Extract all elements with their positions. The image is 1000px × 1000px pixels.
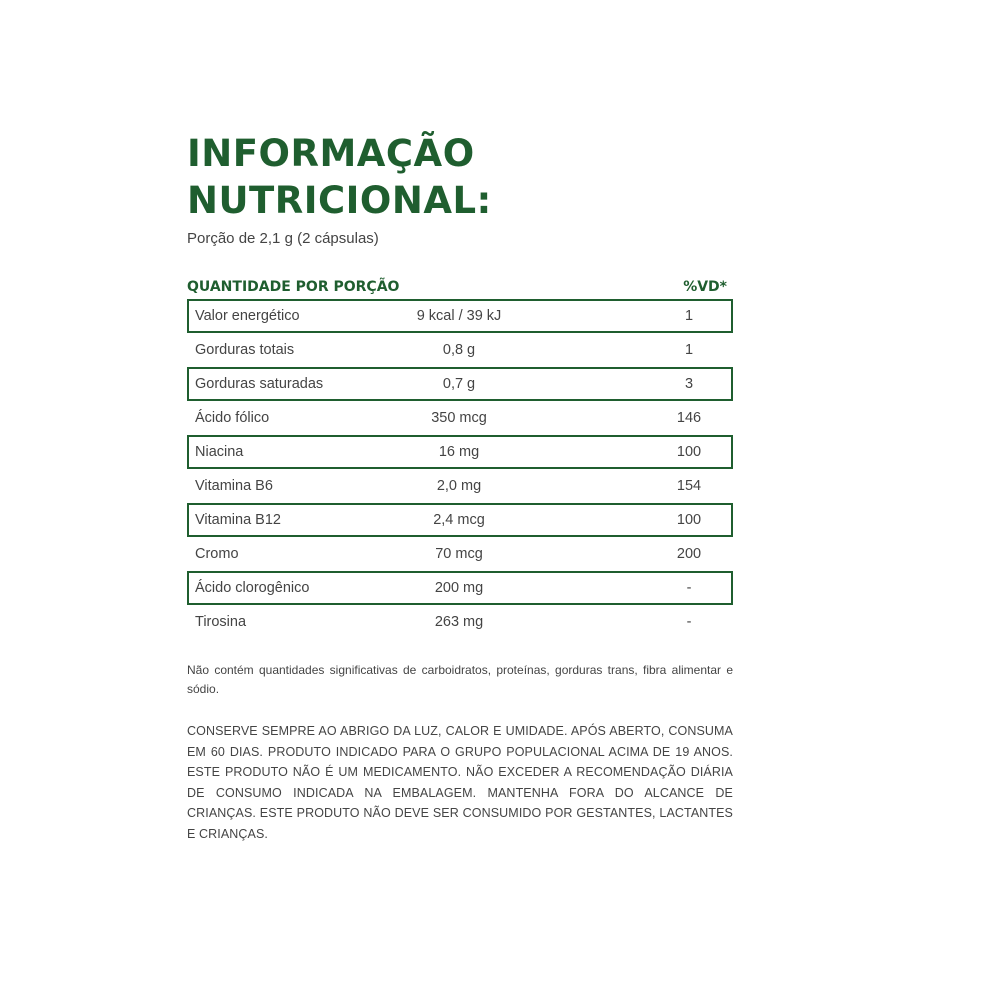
- nutrient-vd: 146: [676, 410, 702, 426]
- nutrient-name: Valor energético: [195, 308, 300, 324]
- quantity-header: QUANTIDADE POR PORÇÃO: [187, 279, 400, 295]
- nutrient-amount: 350 mcg: [431, 410, 487, 426]
- table-row: [187, 469, 733, 503]
- nutrition-table: [187, 299, 733, 639]
- table-row: [187, 571, 733, 605]
- table-row: [187, 367, 733, 401]
- nutrient-amount: 16 mg: [438, 444, 480, 460]
- nutrient-amount: 9 kcal / 39 kJ: [416, 308, 502, 324]
- nutrient-name: Gorduras totais: [195, 342, 295, 358]
- nutrient-vd: 3: [684, 376, 694, 392]
- vd-header: %VD*: [683, 279, 727, 295]
- title-line-1: INFORMAÇÃO: [187, 132, 475, 175]
- nutrient-name: Gorduras saturadas: [195, 376, 324, 392]
- table-row: [187, 333, 733, 367]
- nutrient-amount: 0,7 g: [442, 376, 476, 392]
- table-row: [187, 605, 733, 639]
- table-row: [187, 299, 733, 333]
- table-row: [187, 537, 733, 571]
- nutrient-vd: -: [686, 614, 692, 630]
- portion-size: Porção de 2,1 g (2 cápsulas): [187, 230, 379, 247]
- nutrient-vd: 100: [676, 512, 702, 528]
- nutrient-name: Niacina: [195, 444, 244, 460]
- nutrient-name: Cromo: [195, 546, 239, 562]
- nutrition-note: Não contém quantidades significativas de carboidratos, proteínas, gorduras trans, fibra alimentar e sódio.: [187, 663, 733, 696]
- table-row: [187, 503, 733, 537]
- nutrient-name: Vitamina B12: [195, 512, 281, 528]
- nutrient-name: Ácido fólico: [195, 410, 270, 426]
- table-row: [187, 435, 733, 469]
- nutrition-panel: [187, 130, 733, 857]
- nutrient-amount: 263 mg: [434, 614, 484, 630]
- nutrient-amount: 2,0 mg: [436, 478, 482, 494]
- nutrient-vd: -: [686, 580, 692, 596]
- nutrient-amount: 0,8 g: [442, 342, 476, 358]
- nutrient-name: Tirosina: [195, 614, 247, 630]
- nutrient-vd: 154: [676, 478, 702, 494]
- nutrient-vd: 100: [676, 444, 702, 460]
- nutrient-vd: 1: [684, 342, 694, 358]
- storage-warning: CONSERVE SEMPRE AO ABRIGO DA LUZ, CALOR E UMIDADE. APÓS ABERTO, CONSUMA EM 60 DIAS. PRODUTO INDICADO PARA O GRUPO POPULACIONAL ACIMA DE 19 ANOS. ESTE PRODUTO NÃO É UM MEDICAMENTO. NÃO EXCEDER A RECOMENDAÇÃO DIÁRIA DE CONSUMO INDICADA NA EMBALAGEM. MANTENHA FORA DO ALCANCE DE CRIANÇAS. ESTE PRODUTO NÃO DEVE SER CONSUMIDO POR GESTANTES, LACTANTES E CRIANÇAS.: [187, 724, 733, 841]
- title-line-2: NUTRICIONAL:: [187, 179, 492, 222]
- nutrient-amount: 2,4 mcg: [433, 512, 485, 528]
- nutrient-amount: 200 mg: [434, 580, 484, 596]
- nutrient-name: Vitamina B6: [195, 478, 273, 494]
- nutrient-name: Ácido clorogênico: [195, 580, 310, 596]
- nutrient-vd: 1: [684, 308, 694, 324]
- page-title: [187, 130, 733, 224]
- table-row: [187, 401, 733, 435]
- nutrient-amount: 70 mcg: [435, 546, 483, 562]
- nutrient-vd: 200: [676, 546, 702, 562]
- table-header: [187, 277, 733, 299]
